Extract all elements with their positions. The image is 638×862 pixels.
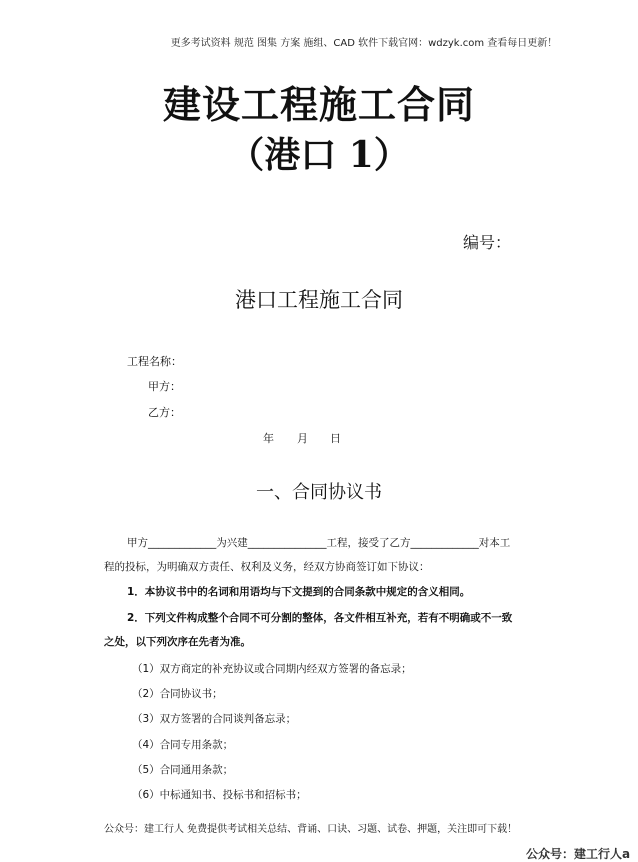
contract-subtitle: 港口工程施工合同 [235,288,403,312]
agreement-clause-2-line2: 之处，以下列次序在先者为准。 [104,636,251,648]
document-item: （6）中标通知书、投标书和招标书； [132,789,307,801]
document-item: （2）合同协议书； [132,688,223,700]
field-party-b: 乙方： [148,406,181,419]
watermark: 公众号：建工行人a [526,847,631,861]
document-item: （1）双方商定的补充协议或合同期内经双方签署的备忘录； [132,663,412,675]
field-party-a: 甲方： [148,380,181,393]
document-title: 建设工程施工合同 [162,82,475,127]
date-year: 年 [263,432,274,445]
number-label: 编号： [463,233,512,252]
footer-note: 公众号：建工行人 免费提供考试相关总结、背诵、口诀、习题、试卷、押题，关注即可下载！ [104,824,518,835]
agreement-clause-2-line1: 2．下列文件构成整个合同不可分割的整体，各文件相互补充，若有不明确或不一致 [127,612,513,624]
date-day: 日 [330,432,341,445]
document-item: （4）合同专用条款； [132,739,234,751]
agreement-clause-1: 1．本协议书中的名词和用语均与下文提到的合同条款中规定的含义相同。 [127,586,471,598]
document-title-sub: （港口 1） [228,134,410,176]
document-item: （3）双方签署的合同谈判备忘录； [132,713,297,725]
date-month: 月 [297,432,308,445]
section-title: 一、合同协议书 [256,482,382,503]
document-item: （5）合同通用条款； [132,764,234,776]
agreement-intro-line1: 甲方_____________为兴建_______________工程，接受了乙方_____________对本工 [127,537,511,549]
header-note: 更多考试资料 规范 图集 方案 施组、CAD 软件下载官网：wdzyk.com 查看每日更新！ [170,38,558,49]
field-project-name: 工程名称： [127,355,182,368]
agreement-intro-line2: 程的投标，为明确双方责任、权利及义务，经双方协商签订如下协议： [104,561,430,573]
